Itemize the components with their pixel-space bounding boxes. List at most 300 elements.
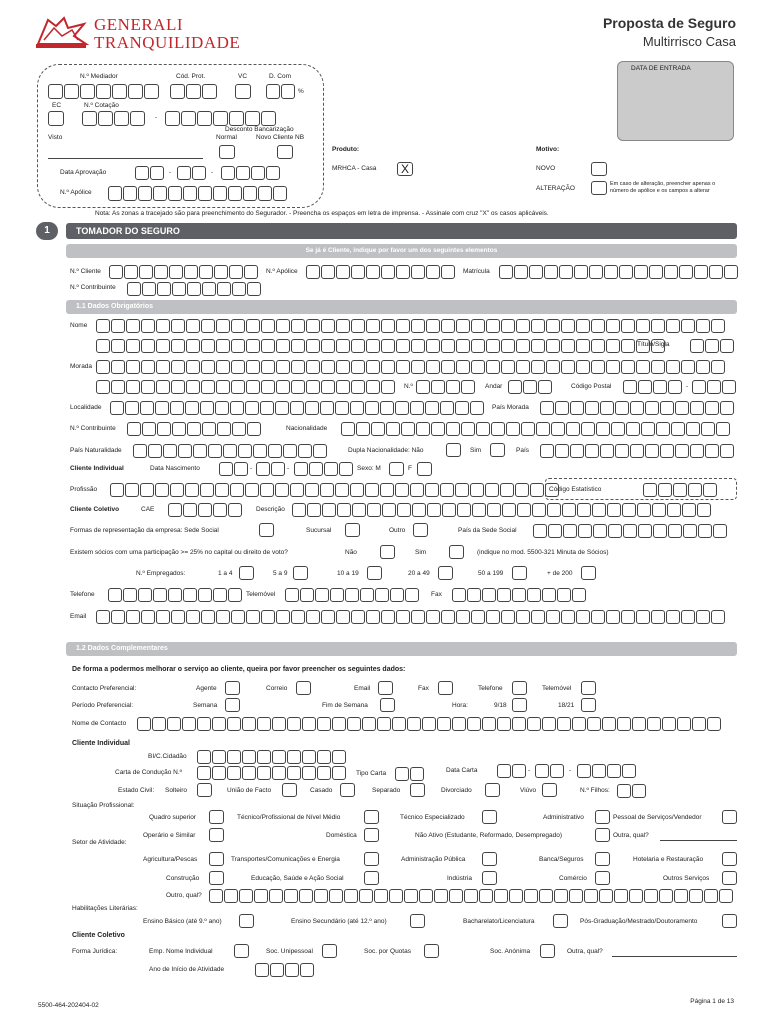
char-cell[interactable] [677, 717, 691, 731]
char-cell[interactable] [371, 422, 385, 436]
char-cell[interactable] [441, 610, 455, 624]
char-cell[interactable] [362, 717, 376, 731]
char-cell[interactable] [291, 360, 305, 374]
char-cell[interactable] [96, 339, 110, 353]
char-cell[interactable] [675, 444, 689, 458]
char-cell[interactable] [123, 186, 137, 201]
socios-nao-checkbox[interactable] [380, 545, 395, 559]
char-cell[interactable] [181, 111, 196, 126]
char-cell[interactable] [213, 503, 227, 517]
char-cell[interactable] [577, 503, 591, 517]
char-cell[interactable] [171, 610, 185, 624]
char-cell[interactable] [711, 319, 725, 333]
char-cell[interactable] [111, 610, 125, 624]
char-cell[interactable] [124, 265, 138, 279]
char-cell[interactable] [561, 610, 575, 624]
char-cell[interactable] [169, 265, 183, 279]
char-cell[interactable] [395, 401, 409, 415]
char-cell[interactable] [347, 717, 361, 731]
char-cell[interactable] [216, 380, 230, 394]
char-cell[interactable] [572, 588, 586, 602]
char-cell[interactable] [497, 717, 511, 731]
char-cell[interactable] [130, 111, 145, 126]
char-cell[interactable] [569, 889, 583, 903]
administrativo-checkbox[interactable] [595, 810, 610, 824]
char-cell[interactable] [681, 360, 695, 374]
char-cell[interactable] [332, 750, 346, 764]
anonima-checkbox[interactable] [540, 944, 555, 958]
char-cell[interactable] [184, 265, 198, 279]
char-cell[interactable] [381, 380, 395, 394]
char-cell[interactable] [291, 339, 305, 353]
char-cell[interactable] [645, 401, 659, 415]
char-cell[interactable] [242, 750, 256, 764]
char-cell[interactable] [275, 401, 289, 415]
char-cell[interactable] [140, 401, 154, 415]
emp-1-checkbox[interactable] [239, 566, 254, 580]
char-cell[interactable] [509, 889, 523, 903]
char-cell[interactable] [622, 764, 636, 778]
char-cell[interactable] [632, 717, 646, 731]
cod-est-field[interactable] [643, 483, 717, 497]
char-cell[interactable] [186, 339, 200, 353]
char-cell[interactable] [506, 422, 520, 436]
char-cell[interactable] [291, 610, 305, 624]
domestica-checkbox[interactable] [364, 828, 379, 842]
char-cell[interactable] [452, 588, 466, 602]
char-cell[interactable] [617, 717, 631, 731]
char-cell[interactable] [321, 339, 335, 353]
char-cell[interactable] [411, 265, 425, 279]
char-cell[interactable] [636, 360, 650, 374]
pais-morada-field[interactable] [540, 401, 734, 415]
char-cell[interactable] [547, 503, 561, 517]
char-cell[interactable] [615, 401, 629, 415]
char-cell[interactable] [395, 767, 409, 781]
char-cell[interactable] [291, 380, 305, 394]
char-cell[interactable] [306, 339, 320, 353]
char-cell[interactable] [397, 503, 411, 517]
char-cell[interactable] [170, 483, 184, 497]
char-cell[interactable] [351, 610, 365, 624]
char-cell[interactable] [690, 401, 704, 415]
sede-checkbox[interactable] [259, 523, 274, 537]
char-cell[interactable] [186, 610, 200, 624]
char-cell[interactable] [396, 360, 410, 374]
char-cell[interactable] [287, 766, 301, 780]
char-cell[interactable] [557, 588, 571, 602]
char-cell[interactable] [585, 401, 599, 415]
char-cell[interactable] [213, 588, 227, 602]
char-cell[interactable] [350, 483, 364, 497]
char-cell[interactable] [239, 889, 253, 903]
char-cell[interactable] [437, 717, 451, 731]
char-cell[interactable] [576, 360, 590, 374]
char-cell[interactable] [606, 319, 620, 333]
n-apolice-field[interactable] [306, 265, 455, 279]
char-cell[interactable] [285, 963, 299, 977]
telefone-field[interactable] [108, 588, 242, 602]
char-cell[interactable] [335, 483, 349, 497]
pos-checkbox[interactable] [722, 914, 737, 928]
char-cell[interactable] [664, 265, 678, 279]
char-cell[interactable] [539, 889, 553, 903]
novo-checkbox[interactable] [591, 162, 607, 176]
correio-checkbox[interactable] [296, 681, 311, 695]
char-cell[interactable] [686, 422, 700, 436]
localidade-field[interactable] [110, 401, 484, 415]
char-cell[interactable] [352, 503, 366, 517]
char-cell[interactable] [276, 319, 290, 333]
char-cell[interactable] [110, 483, 124, 497]
char-cell[interactable] [170, 401, 184, 415]
outro-checkbox[interactable] [413, 523, 428, 537]
char-cell[interactable] [317, 750, 331, 764]
char-cell[interactable] [285, 588, 299, 602]
char-cell[interactable] [276, 360, 290, 374]
char-cell[interactable] [711, 360, 725, 374]
char-cell[interactable] [546, 339, 560, 353]
cotacao-field-a[interactable] [82, 111, 145, 126]
char-cell[interactable] [156, 339, 170, 353]
char-cell[interactable] [411, 610, 425, 624]
char-cell[interactable] [209, 889, 223, 903]
char-cell[interactable] [576, 339, 590, 353]
char-cell[interactable] [337, 503, 351, 517]
h2-checkbox[interactable] [581, 698, 596, 712]
char-cell[interactable] [486, 319, 500, 333]
char-cell[interactable] [614, 889, 628, 903]
char-cell[interactable] [321, 610, 335, 624]
char-cell[interactable] [127, 422, 141, 436]
char-cell[interactable] [156, 360, 170, 374]
char-cell[interactable] [425, 401, 439, 415]
char-cell[interactable] [666, 610, 680, 624]
char-cell[interactable] [171, 339, 185, 353]
char-cell[interactable] [110, 401, 124, 415]
char-cell[interactable] [674, 889, 688, 903]
char-cell[interactable] [261, 360, 275, 374]
char-cell[interactable] [638, 380, 652, 394]
separado-checkbox[interactable] [410, 783, 425, 797]
semana-checkbox[interactable] [225, 698, 240, 712]
char-cell[interactable] [192, 166, 206, 180]
char-cell[interactable] [126, 319, 140, 333]
char-cell[interactable] [213, 111, 228, 126]
char-cell[interactable] [395, 483, 409, 497]
char-cell[interactable] [185, 401, 199, 415]
char-cell[interactable] [546, 319, 560, 333]
char-cell[interactable] [186, 380, 200, 394]
char-cell[interactable] [228, 588, 242, 602]
char-cell[interactable] [679, 265, 693, 279]
char-cell[interactable] [366, 360, 380, 374]
char-cell[interactable] [637, 503, 651, 517]
char-cell[interactable] [482, 717, 496, 731]
char-cell[interactable] [219, 462, 233, 476]
char-cell[interactable] [341, 422, 355, 436]
char-cell[interactable] [690, 444, 704, 458]
char-cell[interactable] [336, 610, 350, 624]
char-cell[interactable] [486, 360, 500, 374]
char-cell[interactable] [585, 444, 599, 458]
char-cell[interactable] [109, 265, 123, 279]
char-cell[interactable] [497, 764, 511, 778]
char-cell[interactable] [223, 444, 237, 458]
char-cell[interactable] [272, 750, 286, 764]
char-cell[interactable] [336, 265, 350, 279]
char-cell[interactable] [260, 401, 274, 415]
char-cell[interactable] [157, 422, 171, 436]
telemovel-field[interactable] [285, 588, 419, 602]
char-cell[interactable] [410, 483, 424, 497]
char-cell[interactable] [229, 265, 243, 279]
char-cell[interactable] [171, 319, 185, 333]
char-cell[interactable] [366, 610, 380, 624]
char-cell[interactable] [197, 111, 212, 126]
char-cell[interactable] [148, 444, 162, 458]
char-cell[interactable] [512, 717, 526, 731]
char-cell[interactable] [238, 444, 252, 458]
banca-checkbox[interactable] [595, 852, 610, 866]
char-cell[interactable] [257, 750, 271, 764]
char-cell[interactable] [157, 282, 171, 296]
char-cell[interactable] [163, 444, 177, 458]
char-cell[interactable] [572, 717, 586, 731]
hotelaria-checkbox[interactable] [722, 852, 737, 866]
outro-qual-field[interactable] [209, 889, 733, 903]
char-cell[interactable] [502, 503, 516, 517]
char-cell[interactable] [321, 319, 335, 333]
char-cell[interactable] [593, 524, 607, 538]
char-cell[interactable] [332, 766, 346, 780]
char-cell[interactable] [111, 360, 125, 374]
char-cell[interactable] [261, 111, 276, 126]
char-cell[interactable] [615, 444, 629, 458]
h1-checkbox[interactable] [512, 698, 527, 712]
char-cell[interactable] [515, 483, 529, 497]
char-cell[interactable] [305, 483, 319, 497]
char-cell[interactable] [283, 444, 297, 458]
char-cell[interactable] [380, 483, 394, 497]
char-cell[interactable] [306, 380, 320, 394]
char-cell[interactable] [703, 483, 717, 497]
char-cell[interactable] [533, 524, 547, 538]
char-cell[interactable] [186, 360, 200, 374]
char-cell[interactable] [187, 422, 201, 436]
char-cell[interactable] [705, 444, 719, 458]
char-cell[interactable] [426, 360, 440, 374]
char-cell[interactable] [82, 111, 97, 126]
char-cell[interactable] [351, 265, 365, 279]
char-cell[interactable] [720, 401, 734, 415]
char-cell[interactable] [682, 503, 696, 517]
char-cell[interactable] [212, 766, 226, 780]
char-cell[interactable] [660, 401, 674, 415]
char-cell[interactable] [150, 166, 164, 180]
char-cell[interactable] [719, 889, 733, 903]
unipessoal-checkbox[interactable] [322, 944, 337, 958]
viuvo-checkbox[interactable] [542, 783, 557, 797]
char-cell[interactable] [268, 444, 282, 458]
char-cell[interactable] [168, 186, 182, 201]
char-cell[interactable] [681, 610, 695, 624]
char-cell[interactable] [683, 524, 697, 538]
char-cell[interactable] [202, 422, 216, 436]
char-cell[interactable] [696, 319, 710, 333]
char-cell[interactable] [516, 319, 530, 333]
char-cell[interactable] [501, 339, 515, 353]
char-cell[interactable] [242, 766, 256, 780]
char-cell[interactable] [412, 503, 426, 517]
char-cell[interactable] [529, 265, 543, 279]
char-cell[interactable] [108, 186, 122, 201]
char-cell[interactable] [290, 401, 304, 415]
char-cell[interactable] [554, 889, 568, 903]
char-cell[interactable] [178, 444, 192, 458]
char-cell[interactable] [724, 265, 738, 279]
char-cell[interactable] [305, 401, 319, 415]
char-cell[interactable] [405, 588, 419, 602]
char-cell[interactable] [461, 380, 475, 394]
basico-checkbox[interactable] [239, 914, 254, 928]
char-cell[interactable] [216, 360, 230, 374]
char-cell[interactable] [366, 265, 380, 279]
titulo-field[interactable] [690, 339, 734, 353]
pais-nat-field[interactable] [133, 444, 327, 458]
char-cell[interactable] [673, 483, 687, 497]
char-cell[interactable] [705, 401, 719, 415]
char-cell[interactable] [386, 422, 400, 436]
casado-checkbox[interactable] [340, 783, 355, 797]
agente-checkbox[interactable] [225, 681, 240, 695]
char-cell[interactable] [711, 610, 725, 624]
char-cell[interactable] [441, 360, 455, 374]
char-cell[interactable] [202, 282, 216, 296]
char-cell[interactable] [704, 889, 718, 903]
char-cell[interactable] [246, 610, 260, 624]
char-cell[interactable] [284, 889, 298, 903]
char-cell[interactable] [441, 319, 455, 333]
char-cell[interactable] [313, 444, 327, 458]
char-cell[interactable] [141, 339, 155, 353]
char-cell[interactable] [668, 524, 682, 538]
char-cell[interactable] [183, 588, 197, 602]
char-cell[interactable] [487, 503, 501, 517]
char-cell[interactable] [644, 889, 658, 903]
char-cell[interactable] [324, 462, 338, 476]
char-cell[interactable] [112, 84, 127, 99]
emp-4-checkbox[interactable] [438, 566, 453, 580]
char-cell[interactable] [125, 483, 139, 497]
char-cell[interactable] [287, 717, 301, 731]
tipo-carta-field[interactable] [395, 767, 424, 781]
profissao-field[interactable] [110, 483, 559, 497]
char-cell[interactable] [201, 380, 215, 394]
char-cell[interactable] [606, 610, 620, 624]
char-cell[interactable] [215, 483, 229, 497]
char-cell[interactable] [351, 339, 365, 353]
char-cell[interactable] [141, 360, 155, 374]
char-cell[interactable] [607, 503, 621, 517]
char-cell[interactable] [542, 588, 556, 602]
char-cell[interactable] [411, 339, 425, 353]
descricao-field[interactable] [292, 503, 711, 517]
char-cell[interactable] [720, 444, 734, 458]
char-cell[interactable] [592, 764, 606, 778]
char-cell[interactable] [396, 265, 410, 279]
char-cell[interactable] [199, 265, 213, 279]
char-cell[interactable] [508, 380, 522, 394]
tec-esp-checkbox[interactable] [482, 810, 497, 824]
char-cell[interactable] [716, 422, 730, 436]
char-cell[interactable] [471, 360, 485, 374]
char-cell[interactable] [380, 401, 394, 415]
char-cell[interactable] [317, 766, 331, 780]
novo-cliente-checkbox[interactable] [277, 145, 293, 159]
char-cell[interactable] [48, 84, 63, 99]
char-cell[interactable] [345, 588, 359, 602]
char-cell[interactable] [96, 84, 111, 99]
char-cell[interactable] [153, 186, 167, 201]
morada-field[interactable] [96, 360, 725, 374]
char-cell[interactable] [452, 717, 466, 731]
char-cell[interactable] [531, 610, 545, 624]
char-cell[interactable] [600, 401, 614, 415]
char-cell[interactable] [298, 444, 312, 458]
cod-prot-field[interactable] [170, 84, 217, 99]
char-cell[interactable] [127, 282, 141, 296]
bacharelato-checkbox[interactable] [553, 914, 568, 928]
char-cell[interactable] [141, 610, 155, 624]
char-cell[interactable] [377, 717, 391, 731]
char-cell[interactable] [135, 166, 149, 180]
char-cell[interactable] [709, 265, 723, 279]
char-cell[interactable] [592, 503, 606, 517]
char-cell[interactable] [309, 462, 323, 476]
data-carta-d[interactable] [497, 764, 526, 778]
char-cell[interactable] [246, 319, 260, 333]
char-cell[interactable] [621, 610, 635, 624]
char-cell[interactable] [126, 610, 140, 624]
pais-sede-field[interactable] [533, 524, 727, 538]
char-cell[interactable] [170, 84, 185, 99]
char-cell[interactable] [201, 610, 215, 624]
sexo-m-checkbox[interactable] [389, 462, 404, 476]
char-cell[interactable] [441, 339, 455, 353]
char-cell[interactable] [214, 265, 228, 279]
char-cell[interactable] [185, 483, 199, 497]
char-cell[interactable] [426, 265, 440, 279]
nome-contacto-field[interactable] [137, 717, 721, 731]
char-cell[interactable] [302, 750, 316, 764]
char-cell[interactable] [482, 588, 496, 602]
char-cell[interactable] [653, 380, 667, 394]
char-cell[interactable] [172, 282, 186, 296]
char-cell[interactable] [589, 265, 603, 279]
char-cell[interactable] [470, 483, 484, 497]
char-cell[interactable] [467, 588, 481, 602]
char-cell[interactable] [622, 503, 636, 517]
char-cell[interactable] [321, 265, 335, 279]
char-cell[interactable] [531, 339, 545, 353]
solteiro-checkbox[interactable] [197, 783, 212, 797]
outra-line[interactable] [612, 956, 737, 957]
char-cell[interactable] [216, 339, 230, 353]
char-cell[interactable] [335, 401, 349, 415]
char-cell[interactable] [290, 483, 304, 497]
char-cell[interactable] [276, 339, 290, 353]
